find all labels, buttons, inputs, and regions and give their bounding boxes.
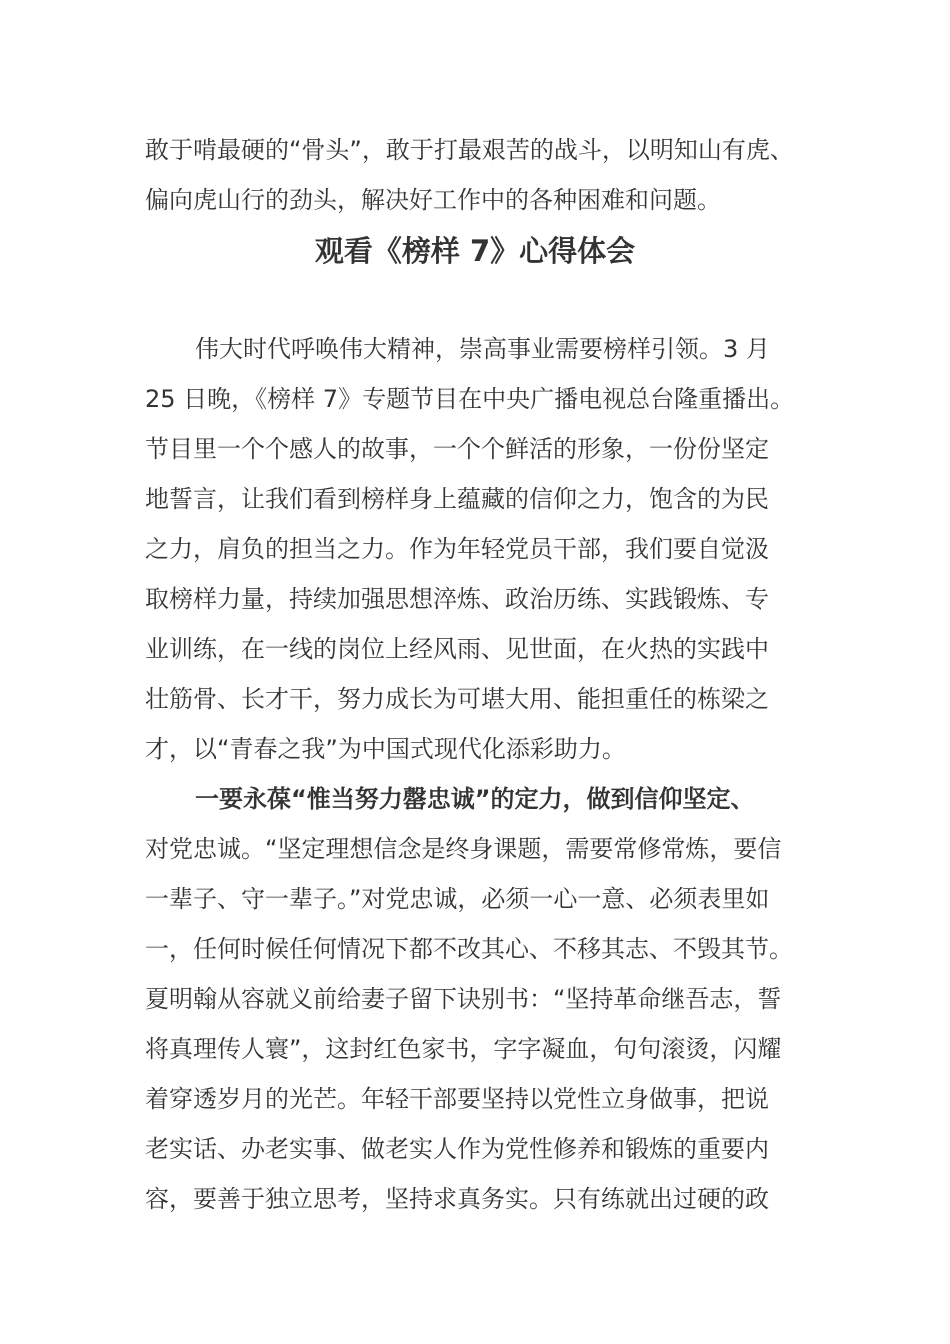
- paragraph1-line-2: 25 日晚，《榜样 7》专题节目在中央广播电视总台隆重播出。: [145, 385, 795, 413]
- intro-line-2: 偏向虎山行的劲头，解决好工作中的各种困难和问题。: [145, 186, 721, 214]
- paragraph2-line-5: 将真理传人寰”，这封红色家书，字字凝血，句句滚烫，闪耀: [145, 1035, 782, 1063]
- paragraph1-line-1: 伟大时代呼唤伟大精神，崇高事业需要榜样引领。3 月: [195, 335, 770, 363]
- intro-line-1: 敢于啃最硬的“骨头”，敢于打最艰苦的战斗，以明知山有虎、: [145, 136, 794, 164]
- paragraph1-line-8: 壮筋骨、长才干，努力成长为可堪大用、能担重任的栋梁之: [145, 685, 769, 713]
- document-title: 观看《榜样 7》心得体会: [314, 234, 636, 268]
- paragraph2-line-3: 一，任何时候任何情况下都不改其心、不移其志、不毁其节。: [145, 935, 793, 963]
- paragraph2-line-2: 一辈子、守一辈子。”对党忠诚，必须一心一意、必须表里如: [145, 885, 770, 913]
- paragraph2-line-8: 容，要善于独立思考，坚持求真务实。只有练就出过硬的政: [145, 1185, 769, 1213]
- paragraph1-line-6: 取榜样力量，持续加强思想淬炼、政治历练、实践锻炼、专: [145, 585, 769, 613]
- paragraph1-line-7: 业训练，在一线的岗位上经风雨、见世面，在火热的实践中: [145, 635, 769, 663]
- paragraph1-line-9: 才，以“青春之我”为中国式现代化添彩助力。: [145, 735, 626, 763]
- paragraph2-line-6: 着穿透岁月的光芒。年轻干部要坚持以党性立身做事，把说: [145, 1085, 769, 1113]
- paragraph1-line-4: 地誓言，让我们看到榜样身上蕴藏的信仰之力，饱含的为民: [145, 485, 769, 513]
- paragraph2-line-7: 老实话、办老实事、做老实人作为党性修养和锻炼的重要内: [145, 1135, 769, 1163]
- paragraph2-heading: 一要永葆“惟当努力罄忠诚”的定力，做到信仰坚定、: [195, 785, 755, 813]
- paragraph1-line-5: 之力，肩负的担当之力。作为年轻党员干部，我们要自觉汲: [145, 535, 769, 563]
- paragraph2-line-1: 对党忠诚。“坚定理想信念是终身课题，需要常修常炼，要信: [145, 835, 782, 863]
- paragraph1-line-3: 节目里一个个感人的故事，一个个鲜活的形象，一份份坚定: [145, 435, 769, 463]
- paragraph2-line-4: 夏明翰从容就义前给妻子留下诀别书：“坚持革命继吾志，誓: [145, 985, 782, 1013]
